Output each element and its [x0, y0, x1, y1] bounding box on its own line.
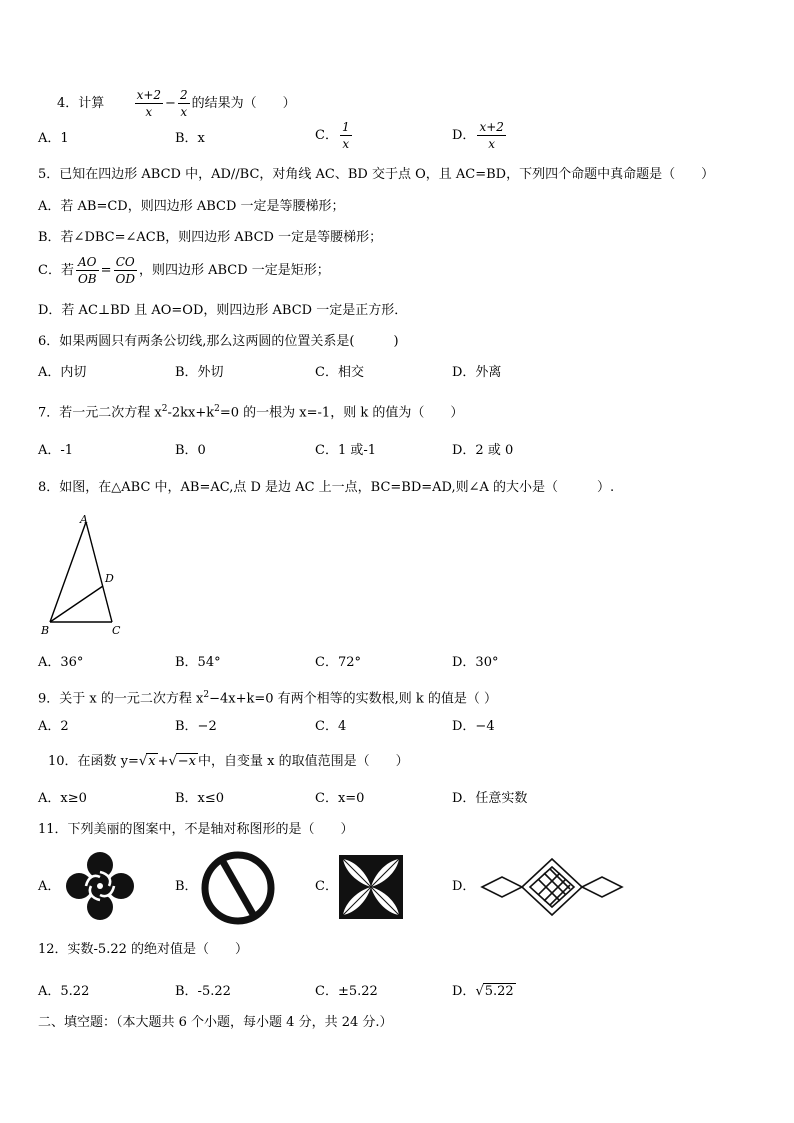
q8-triangle-figure	[38, 510, 138, 640]
q7-option-b[interactable]: B．0	[175, 443, 206, 458]
q10-option-d[interactable]: D．任意实数	[452, 791, 528, 806]
q12-option-a[interactable]: A．5.22	[38, 984, 90, 999]
q8-stem: 8．如图，在△ABC 中，AB=AC,点 D 是边 AC 上一点，BC=BD=AD,则∠A 的大小是（ ）.	[38, 480, 615, 495]
q7-option-c[interactable]: C．1 或-1	[315, 443, 377, 458]
q4-option-a[interactable]: A．1	[38, 131, 69, 146]
q6-option-c[interactable]: C．相交	[315, 365, 364, 380]
q5-option-a[interactable]: A．若 AB=CD，则四边形 ABCD 一定是等腰梯形；	[38, 199, 345, 214]
side-ab	[50, 522, 86, 622]
q8-option-d[interactable]: D．30°	[452, 655, 499, 670]
q7-option-a[interactable]: A．-1	[38, 443, 74, 458]
q4-option-c-fraction: $\frac{1}{x}$	[341, 120, 350, 151]
q12-option-d-radical: 5.22	[484, 984, 514, 999]
q4-option-c[interactable]: C． $\frac{1}{x}$	[315, 120, 350, 151]
q4-fraction-1: $\frac{x+2}{x}$	[136, 88, 162, 119]
q5-option-b[interactable]: B．若∠DBC=∠ACB，则四边形 ABCD 一定是等腰梯形；	[38, 230, 383, 245]
q5-option-c-fraction-2: $\frac{CO}{OD}$	[115, 255, 135, 286]
q8-option-b[interactable]: B．54°	[175, 655, 221, 670]
q7-stem: 7．若一元二次方程 $x^2-2kx+k^2=0$ 的一根为 x=-1，则 k 的值为（ ）	[38, 404, 464, 421]
q11-option-b[interactable]: B．	[175, 879, 198, 894]
q6-option-a[interactable]: A．内切	[38, 365, 87, 380]
q6-stem: 6．如果两圆只有两条公切线,那么这两圆的位置关系是( )	[38, 334, 399, 349]
q9-stem: 9．关于 x 的一元二次方程 $x^2-4x+k=0$ 有两个相等的实数根,则 k 的值是（ ）	[38, 690, 498, 707]
q6-option-b[interactable]: B．外切	[175, 365, 224, 380]
vertex-label-d: D	[105, 572, 114, 585]
q10-option-b[interactable]: B．x≤0	[175, 791, 225, 806]
q11-pattern-b-circle-slash-icon[interactable]	[198, 848, 278, 928]
q4-stem: 4．计算 $\frac{x+2}{x}$ − $\frac{2}{x}$ 的结果为（ ）	[57, 88, 296, 119]
q11-option-d[interactable]: D．	[452, 879, 476, 894]
q4-option-b[interactable]: B．x	[175, 131, 205, 146]
q7-option-d[interactable]: D．2 或 0	[452, 443, 514, 458]
q11-option-a[interactable]: A．	[38, 879, 61, 894]
q10-radical-2: −x	[177, 754, 196, 769]
q5-option-c[interactable]: C．若 $\frac{AO}{OB}$ = $\frac{CO}{OD}$ ，则四边形 ABCD 一定是矩形；	[38, 255, 330, 286]
q12-option-d[interactable]: D．√5.22	[452, 984, 514, 999]
q8-option-a[interactable]: A．36°	[38, 655, 84, 670]
q12-option-b[interactable]: B．-5.22	[175, 984, 231, 999]
q12-stem: 12．实数-5.22 的绝对值是（ ）	[38, 942, 249, 957]
vertex-label-a: A	[80, 513, 88, 526]
q10-radical-1: x	[148, 754, 156, 769]
q11-pattern-c-petal-square-icon[interactable]	[339, 855, 403, 919]
q4-option-d-fraction: $\frac{x+2}{x}$	[479, 120, 504, 151]
q11-option-c[interactable]: C．	[315, 879, 338, 894]
segment-bd	[50, 586, 103, 622]
q5-stem: 5．已知在四边形 ABCD 中，AD//BC，对角线 AC、BD 交于点 O，且 AC=BD，下列四个命题中真命题是（ ）	[38, 167, 715, 182]
q10-option-a[interactable]: A．x≥0	[38, 791, 87, 806]
q11-pattern-d-endless-knot-icon[interactable]	[480, 855, 624, 919]
q5-option-d[interactable]: D．若 AC⊥BD 且 AO=OD，则四边形 ABCD 一定是正方形．	[38, 303, 408, 318]
q9-option-d[interactable]: D．−4	[452, 719, 495, 734]
q12-option-c[interactable]: C．±5.22	[315, 984, 378, 999]
q4-option-d[interactable]: D． $\frac{x+2}{x}$	[452, 120, 504, 151]
vertex-label-c: C	[112, 624, 121, 637]
q9-option-b[interactable]: B．−2	[175, 719, 217, 734]
q11-pattern-a-knot-icon[interactable]	[64, 850, 136, 922]
q6-option-d[interactable]: D．外离	[452, 365, 502, 380]
q11-stem: 11．下列美丽的图案中，不是轴对称图形的是（ ）	[38, 822, 354, 837]
q9-option-a[interactable]: A．2	[38, 719, 69, 734]
q5-option-c-fraction-1: $\frac{AO}{OB}$	[77, 255, 97, 286]
q8-option-c[interactable]: C．72°	[315, 655, 361, 670]
q10-option-c[interactable]: C．x=0	[315, 791, 365, 806]
q9-option-c[interactable]: C．4	[315, 719, 347, 734]
q4-fraction-2: $\frac{2}{x}$	[179, 88, 188, 119]
q10-stem: 10．在函数 y=√x +√−x 中，自变量 x 的取值范围是（ ）	[48, 754, 409, 769]
vertex-label-b: B	[41, 624, 50, 637]
section-2-heading: 二、填空题：（本大题共 6 个小题，每小题 4 分，共 24 分.）	[38, 1015, 393, 1030]
